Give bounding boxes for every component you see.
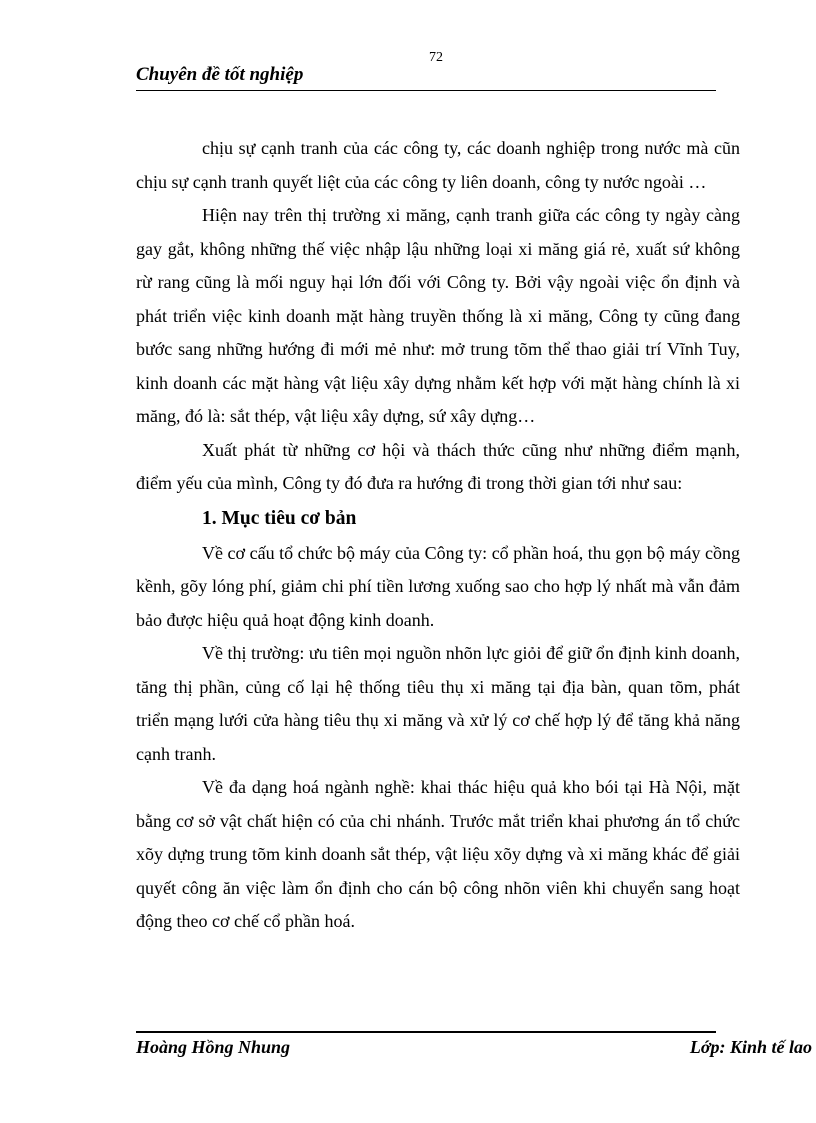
- paragraph-market-competition: Hiện nay trên thị trường xi măng, cạnh tranh giữa các công ty ngày càng gay gắt, không những thế việc nhập lậu những loại xi măng giá rẻ, xuất sứ không rừ rang cũng là mối nguy hại lớn đối với Công ty. Bởi vậy ngoài việc ổn định và phát triển việc kinh doanh mặt hàng truyền thống là xi măng, Công ty cũng đang bước sang những hướng đi mới mẻ như: mở trung tõm thể thao giải trí Vĩnh Tuy, kinh doanh các mặt hàng vật liệu xây dựng nhằm kết hợp với mặt hàng chính là xi măng, đó là: sắt thép, vật liệu xây dựng, sứ xây dựng…: [136, 205, 740, 426]
- paragraph-strategy-intro: Xuất phát từ những cơ hội và thách thức cũng như những điểm mạnh, điểm yếu của mình, Công ty đó đưa ra hướng đi trong thời gian tới như sau:: [136, 439, 740, 493]
- footer-author: Hoàng Hồng Nhung: [136, 1037, 291, 1057]
- document-body: [136, 132, 740, 939]
- paragraph-organization: Về cơ cấu tổ chức bộ máy của Công ty: cổ phần hoá, thu gọn bộ máy cồng kềnh, gõy lóng phí, giảm chi phí tiền lương xuống sao cho hợp lý nhất mà vẫn đảm bảo được hiệu quả hoạt động kinh doanh.: [136, 542, 740, 630]
- header-divider: [136, 90, 716, 91]
- document-header-title: Chuyên đề tốt nghiệp: [136, 64, 304, 85]
- paragraph-continuation: chịu sự cạnh tranh của các công ty, các doanh nghiệp trong nước mà cũn chịu sự cạnh tranh quyết liệt của các công ty liên doanh, công ty nước ngoài …: [136, 138, 740, 192]
- footer-divider: [136, 1031, 716, 1033]
- page-number: 72: [429, 50, 443, 65]
- paragraph-diversification: Về đa dạng hoá ngành nghề: khai thác hiệu quả kho bói tại Hà Nội, mặt bằng cơ sở vật chất hiện có của chi nhánh. Trước mắt triển khai phương án tổ chức xõy dựng trung tõm kinh doanh sắt thép, vật liệu xõy dựng và xi măng khác để giải quyết công ăn việc làm ổn định cho cán bộ công nhõn viên khi chuyển sang hoạt động theo cơ chế cổ phần hoá.: [136, 777, 740, 931]
- section-heading: 1. Mục tiêu cơ bản: [202, 507, 357, 529]
- footer-class: Lớp: Kinh tế lao: [689, 1037, 812, 1057]
- paragraph-market: Về thị trường: ưu tiên mọi nguồn nhõn lực giỏi để giữ ổn định kinh doanh, tăng thị phần, củng cố lại hệ thống tiêu thụ xi măng tại địa bàn, quan tõm, phát triển mạng lưới cửa hàng tiêu thụ xi măng và xử lý cơ chế hợp lý để tăng khả năng cạnh tranh.: [136, 643, 740, 764]
